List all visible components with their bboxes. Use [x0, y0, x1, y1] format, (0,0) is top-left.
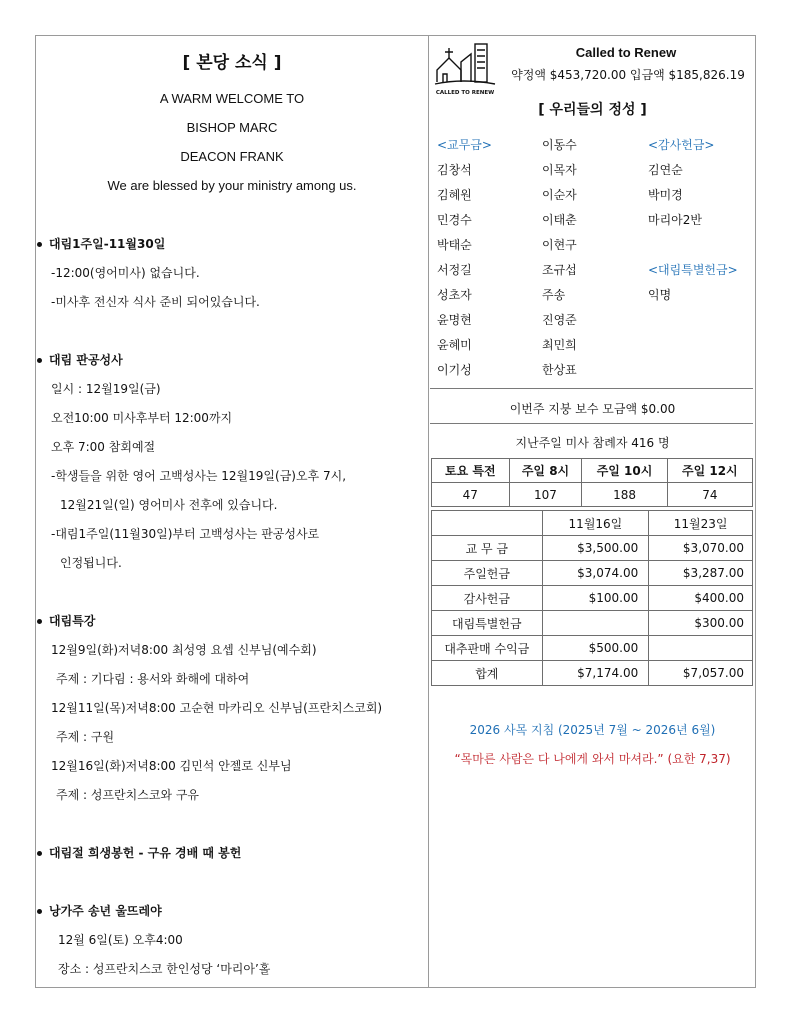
donor-name: 조규섭 [542, 263, 577, 277]
table-cell: $300.00 [649, 611, 753, 636]
table-row [432, 636, 753, 661]
attendance-title: 지난주일 미사 참례자 416 명 [515, 436, 670, 450]
donor-name: 김창석 [437, 163, 472, 177]
table-cell [649, 636, 753, 661]
table-cell: 대추판매 수익금 [432, 636, 543, 661]
section-heading: 대림특강 [36, 612, 95, 629]
donor-name: 주송 [542, 288, 566, 302]
table-cell: 107 [509, 483, 582, 507]
donor-name: 이현구 [542, 238, 577, 252]
called-to-renew-logo [433, 40, 497, 96]
table-row [432, 611, 753, 636]
pastoral-policy: 2026 사목 지침 (2025년 7월 ~ 2026년 6월) [469, 723, 716, 737]
scripture-quote: “목마른 사람은 다 나에게 와서 마셔라.” (요한 7,37) [454, 752, 731, 766]
table-row [432, 483, 753, 507]
donor-name: 한상표 [542, 363, 577, 377]
table-cell [542, 611, 649, 636]
section-heading: 대림1주일-11월30일 [36, 235, 165, 252]
table-cell: 주일헌금 [432, 561, 543, 586]
campaign-title: Called to Renew [575, 45, 677, 60]
table-cell: 감사헌금 [432, 586, 543, 611]
welcome-line-1: A WARM WELCOME TO [159, 91, 305, 106]
donor-name: 서정길 [437, 263, 472, 277]
donor-name: 윤혜미 [437, 338, 472, 352]
bullet-icon [37, 619, 42, 624]
section-line: 12월 6일(토) 오후4:00 [58, 933, 183, 947]
table-cell: $7,057.00 [649, 661, 753, 686]
divider [430, 388, 753, 389]
table-header: 11월23일 [649, 511, 753, 536]
section-line: -12:00(영어미사) 없습니다. [51, 266, 200, 280]
column-divider [428, 35, 429, 988]
section-line: 오후 7:00 참회예절 [51, 440, 156, 454]
table-cell: $7,174.00 [542, 661, 649, 686]
section-line: 오전10:00 미사후부터 12:00까지 [51, 411, 233, 425]
donor-heading: <대림특별헌금> [648, 263, 738, 277]
donor-name: 이순자 [542, 188, 577, 202]
offerings-title: [ 우리들의 정성 ] [538, 102, 647, 118]
donor-name: 김혜원 [437, 188, 472, 202]
welcome-line-4: We are blessed by your ministry among us. [107, 178, 357, 193]
finance-table [431, 510, 753, 686]
donor-name: 성초자 [437, 288, 472, 302]
section-line: 12월9일(화)저녁8:00 최성영 요셉 신부님(예수회) [51, 643, 317, 657]
donor-name: 박태순 [437, 238, 472, 252]
roof-fund-total: 이번주 지붕 보수 모금액 $0.00 [509, 402, 676, 416]
table-row [432, 511, 753, 536]
donor-name: 민경수 [437, 213, 472, 227]
table-header: 주일 12시 [667, 459, 752, 483]
section-line: -미사후 전신자 식사 준비 되어있습니다. [51, 295, 260, 309]
bullet-icon [37, 242, 42, 247]
donor-name: 이기성 [437, 363, 472, 377]
section-line: 주제 : 기다림 : 용서와 화해에 대하여 [56, 672, 250, 686]
table-cell: 47 [432, 483, 510, 507]
donor-name: 이동수 [542, 138, 577, 152]
table-cell: $3,074.00 [542, 561, 649, 586]
section-line: 주제 : 구원 [56, 730, 115, 744]
donor-name: 마리아2반 [648, 213, 703, 227]
section-line: -학생들을 위한 영어 고백성사는 12월19일(금)오후 7시, [51, 469, 347, 483]
section-line: 장소 : 성프란치스코 한인성당 ‘마리아’홀 [58, 962, 271, 976]
bullet-icon [37, 358, 42, 363]
table-header: 11월16일 [542, 511, 649, 536]
attendance-table [431, 458, 753, 507]
welcome-line-2: BISHOP MARC [186, 120, 278, 135]
table-cell: 대림특별헌금 [432, 611, 543, 636]
bullet-icon [37, 909, 42, 914]
table-header: 토요 특전 [432, 459, 510, 483]
table-cell: $3,070.00 [649, 536, 753, 561]
donor-heading: <감사헌금> [648, 138, 715, 152]
table-row [432, 561, 753, 586]
table-cell: 188 [582, 483, 667, 507]
donor-name: 박미경 [648, 188, 683, 202]
donor-name: 김연순 [648, 163, 683, 177]
section-line: 주제 : 성프란치스코와 구유 [56, 788, 199, 802]
table-row [432, 536, 753, 561]
table-cell: $3,500.00 [542, 536, 649, 561]
campaign-amounts: 약정액 $453,720.00 입금액 $185,826.19 [511, 68, 745, 82]
section-line: 12월16일(화)저녁8:00 김민석 안젤로 신부님 [51, 759, 292, 773]
table-row [432, 459, 753, 483]
table-header [432, 511, 543, 536]
donor-name: 진영준 [542, 313, 577, 327]
svg-text:CALLED TO RENEW: CALLED TO RENEW [435, 90, 495, 96]
table-cell: $3,287.00 [649, 561, 753, 586]
table-header: 주일 8시 [509, 459, 582, 483]
bullet-icon [37, 851, 42, 856]
table-cell: $100.00 [542, 586, 649, 611]
parish-news-title: [ 본당 소식 ] [182, 53, 282, 73]
donor-name: 윤명현 [437, 313, 472, 327]
donor-heading: <교무금> [437, 138, 492, 152]
divider [430, 423, 753, 424]
table-row [432, 586, 753, 611]
table-row [432, 661, 753, 686]
table-cell: 합계 [432, 661, 543, 686]
donor-name: 익명 [648, 288, 672, 302]
table-cell: 교 무 금 [432, 536, 543, 561]
table-header: 주일 10시 [582, 459, 667, 483]
donor-name: 이목자 [542, 163, 577, 177]
donor-name: 최민희 [542, 338, 577, 352]
table-cell: 74 [667, 483, 752, 507]
welcome-line-3: DEACON FRANK [180, 149, 284, 164]
section-heading: 낭가주 송년 울뜨레야 [36, 902, 162, 919]
section-line: 인정됩니다. [60, 556, 122, 570]
section-line: 12월11일(목)저녁8:00 고순현 마카리오 신부님(프란치스코회) [51, 701, 383, 715]
section-heading: 대림절 희생봉헌 - 구유 경배 때 봉헌 [36, 844, 241, 861]
table-cell: $400.00 [649, 586, 753, 611]
table-cell: $500.00 [542, 636, 649, 661]
section-line: -대림1주일(11월30일)부터 고백성사는 판공성사로 [51, 527, 320, 541]
section-heading: 대림 판공성사 [36, 351, 123, 368]
donor-name: 이태춘 [542, 213, 577, 227]
section-line: 12월21일(일) 영어미사 전후에 있습니다. [60, 498, 278, 512]
section-line: 일시 : 12월19일(금) [51, 382, 161, 396]
